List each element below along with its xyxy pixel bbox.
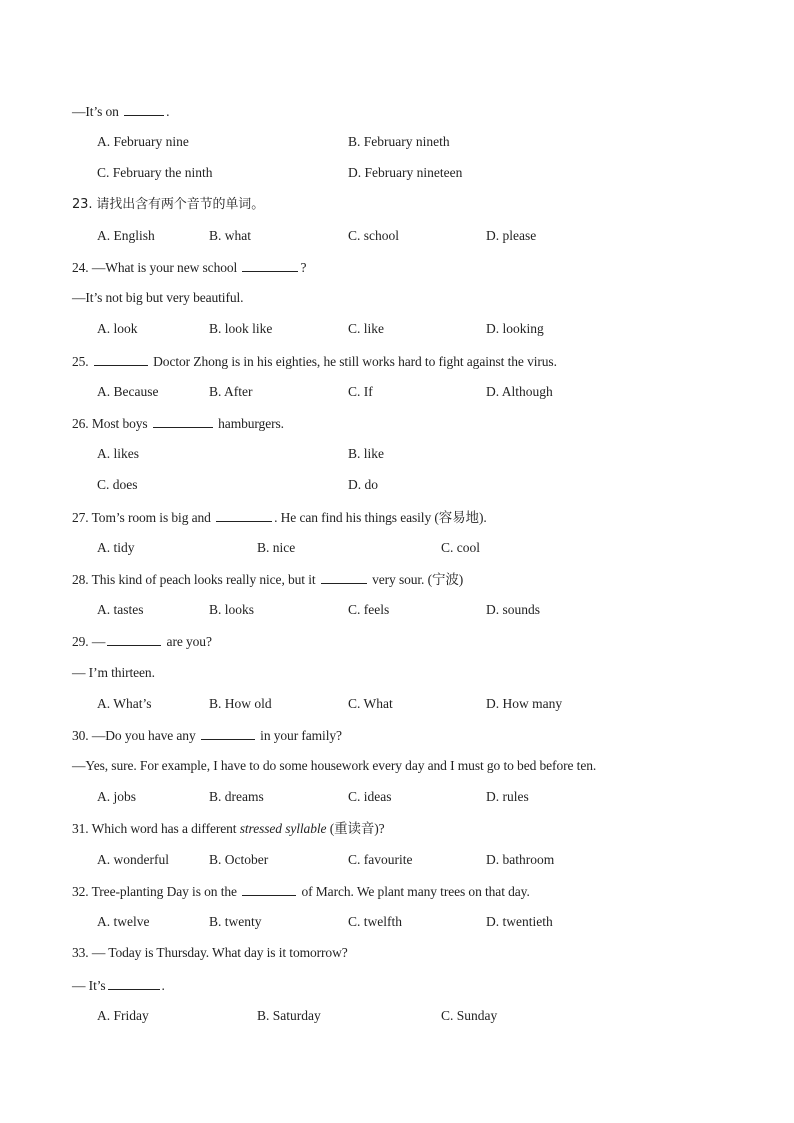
q30-option-b[interactable]: B. dreams xyxy=(209,789,264,804)
q26-stem-suffix: hamburgers. xyxy=(218,416,284,431)
q29-stem xyxy=(72,633,212,650)
q23-option-c[interactable]: C. school xyxy=(348,228,400,243)
q25-option-a[interactable]: A. Because xyxy=(97,384,159,399)
q26-option-b[interactable]: B. like xyxy=(348,446,384,461)
q24-option-a[interactable]: A. look xyxy=(97,321,138,336)
q27-stem-prefix: 27. Tom’s room is big and xyxy=(72,510,211,525)
q28-stem xyxy=(72,571,463,588)
q29-answer: — I’m thirteen. xyxy=(72,665,155,680)
q24-option-b[interactable]: B. look like xyxy=(209,321,273,336)
q22-option-a[interactable]: A. February nine xyxy=(97,134,189,149)
q24-stem xyxy=(72,259,306,276)
answer-blank xyxy=(94,353,148,366)
q32-option-b[interactable]: B. twenty xyxy=(209,914,262,929)
q32-stem-suffix: of March. We plant many trees on that day. xyxy=(301,884,530,899)
q32-option-a[interactable]: A. twelve xyxy=(97,914,150,929)
q31-stem-emphasis: stressed syllable xyxy=(239,821,327,836)
q31-option-d[interactable]: D. bathroom xyxy=(486,852,555,867)
answer-blank xyxy=(216,509,272,522)
q29-option-b[interactable]: B. How old xyxy=(209,696,272,711)
q30-option-a[interactable]: A. jobs xyxy=(97,789,137,804)
q24-option-c[interactable]: C. like xyxy=(348,321,384,336)
q27-option-c[interactable]: C. cool xyxy=(441,540,480,555)
q31-option-b[interactable]: B. October xyxy=(209,852,269,867)
q28-option-c[interactable]: C. feels xyxy=(348,602,390,617)
q24-stem-suffix: ? xyxy=(300,260,307,275)
q30-option-d[interactable]: D. rules xyxy=(486,789,529,804)
q31-option-a[interactable]: A. wonderful xyxy=(97,852,169,867)
q25-stem-suffix: Doctor Zhong is in his eighties, he still works hard to fight against the virus. xyxy=(153,354,557,369)
answer-blank xyxy=(107,633,161,646)
q31-option-c[interactable]: C. favourite xyxy=(348,852,413,867)
q30-stem-prefix: 30. —Do you have any xyxy=(72,728,196,743)
q28-stem-prefix: 28. This kind of peach looks really nice, but it xyxy=(72,572,316,587)
q33-answer-line xyxy=(72,977,165,994)
q29-stem-prefix: 29. — xyxy=(72,634,106,649)
q33-option-c[interactable]: C. Sunday xyxy=(441,1008,498,1023)
q31-stem xyxy=(72,821,385,837)
q28-option-b[interactable]: B. looks xyxy=(209,602,255,617)
q24-option-d[interactable]: D. looking xyxy=(486,321,544,336)
q22-option-c[interactable]: C. February the ninth xyxy=(97,165,213,180)
q27-option-a[interactable]: A. tidy xyxy=(97,540,135,555)
q32-stem xyxy=(72,883,530,900)
q25-option-c[interactable]: C. If xyxy=(348,384,373,399)
q25-option-b[interactable]: B. After xyxy=(209,384,253,399)
q30-option-c[interactable]: C. ideas xyxy=(348,789,392,804)
q28-stem-suffix: very sour. (宁波) xyxy=(372,572,464,587)
q28-option-d[interactable]: D. sounds xyxy=(486,602,541,617)
q33-answer-suffix: . xyxy=(161,978,165,993)
q23-option-b[interactable]: B. what xyxy=(209,228,251,243)
q27-stem-suffix: . He can find his things easily (容易地). xyxy=(274,510,487,525)
q22-answer-prefix: —It’s on xyxy=(72,104,119,119)
q29-option-d[interactable]: D. How many xyxy=(486,696,563,711)
q23-option-a[interactable]: A. English xyxy=(97,228,155,243)
answer-blank xyxy=(153,415,213,428)
q26-stem-prefix: 26. Most boys xyxy=(72,416,148,431)
q22-answer-line xyxy=(72,103,169,120)
q30-stem-suffix: in your family? xyxy=(260,728,342,743)
q33-option-b[interactable]: B. Saturday xyxy=(257,1008,321,1023)
q28-option-a[interactable]: A. tastes xyxy=(97,602,144,617)
q26-option-a[interactable]: A. likes xyxy=(97,446,139,461)
q27-option-b[interactable]: B. nice xyxy=(257,540,296,555)
q33-answer-prefix: — It’s xyxy=(72,978,106,993)
answer-blank xyxy=(124,103,164,116)
q32-option-c[interactable]: C. twelfth xyxy=(348,914,402,929)
q31-stem-prefix: 31. Which word has a different xyxy=(72,821,237,836)
q29-option-c[interactable]: C. What xyxy=(348,696,393,711)
q32-option-d[interactable]: D. twentieth xyxy=(486,914,553,929)
q27-stem xyxy=(72,509,487,526)
answer-blank xyxy=(321,571,367,584)
q33-option-a[interactable]: A. Friday xyxy=(97,1008,149,1023)
q25-stem-prefix: 25. xyxy=(72,354,89,369)
q26-option-d[interactable]: D. do xyxy=(348,477,378,492)
answer-blank xyxy=(108,977,160,990)
answer-blank xyxy=(201,727,255,740)
q33-stem: 33. — Today is Thursday. What day is it tomorrow? xyxy=(72,945,348,960)
q29-stem-suffix: are you? xyxy=(166,634,212,649)
q24-stem-prefix: 24. —What is your new school xyxy=(72,260,238,275)
q30-stem xyxy=(72,727,342,744)
q23-stem: 23. 请找出含有两个音节的单词。 xyxy=(72,197,265,212)
q30-answer: —Yes, sure. For example, I have to do some housework every day and I must go to bed before ten. xyxy=(72,758,597,773)
q29-option-a[interactable]: A. What’s xyxy=(97,696,152,711)
q31-stem-suffix: (重读音)? xyxy=(329,821,385,836)
answer-blank xyxy=(242,883,296,896)
q24-answer: —It’s not big but very beautiful. xyxy=(72,290,244,305)
q22-option-b[interactable]: B. February nineth xyxy=(348,134,450,149)
q22-answer-suffix: . xyxy=(166,104,170,119)
q26-stem xyxy=(72,415,284,432)
q25-option-d[interactable]: D. Although xyxy=(486,384,553,399)
q32-stem-prefix: 32. Tree-planting Day is on the xyxy=(72,884,237,899)
q25-stem xyxy=(72,353,557,370)
q26-option-c[interactable]: C. does xyxy=(97,477,138,492)
q22-option-d[interactable]: D. February nineteen xyxy=(348,165,463,180)
answer-blank xyxy=(242,259,298,272)
q23-option-d[interactable]: D. please xyxy=(486,228,537,243)
